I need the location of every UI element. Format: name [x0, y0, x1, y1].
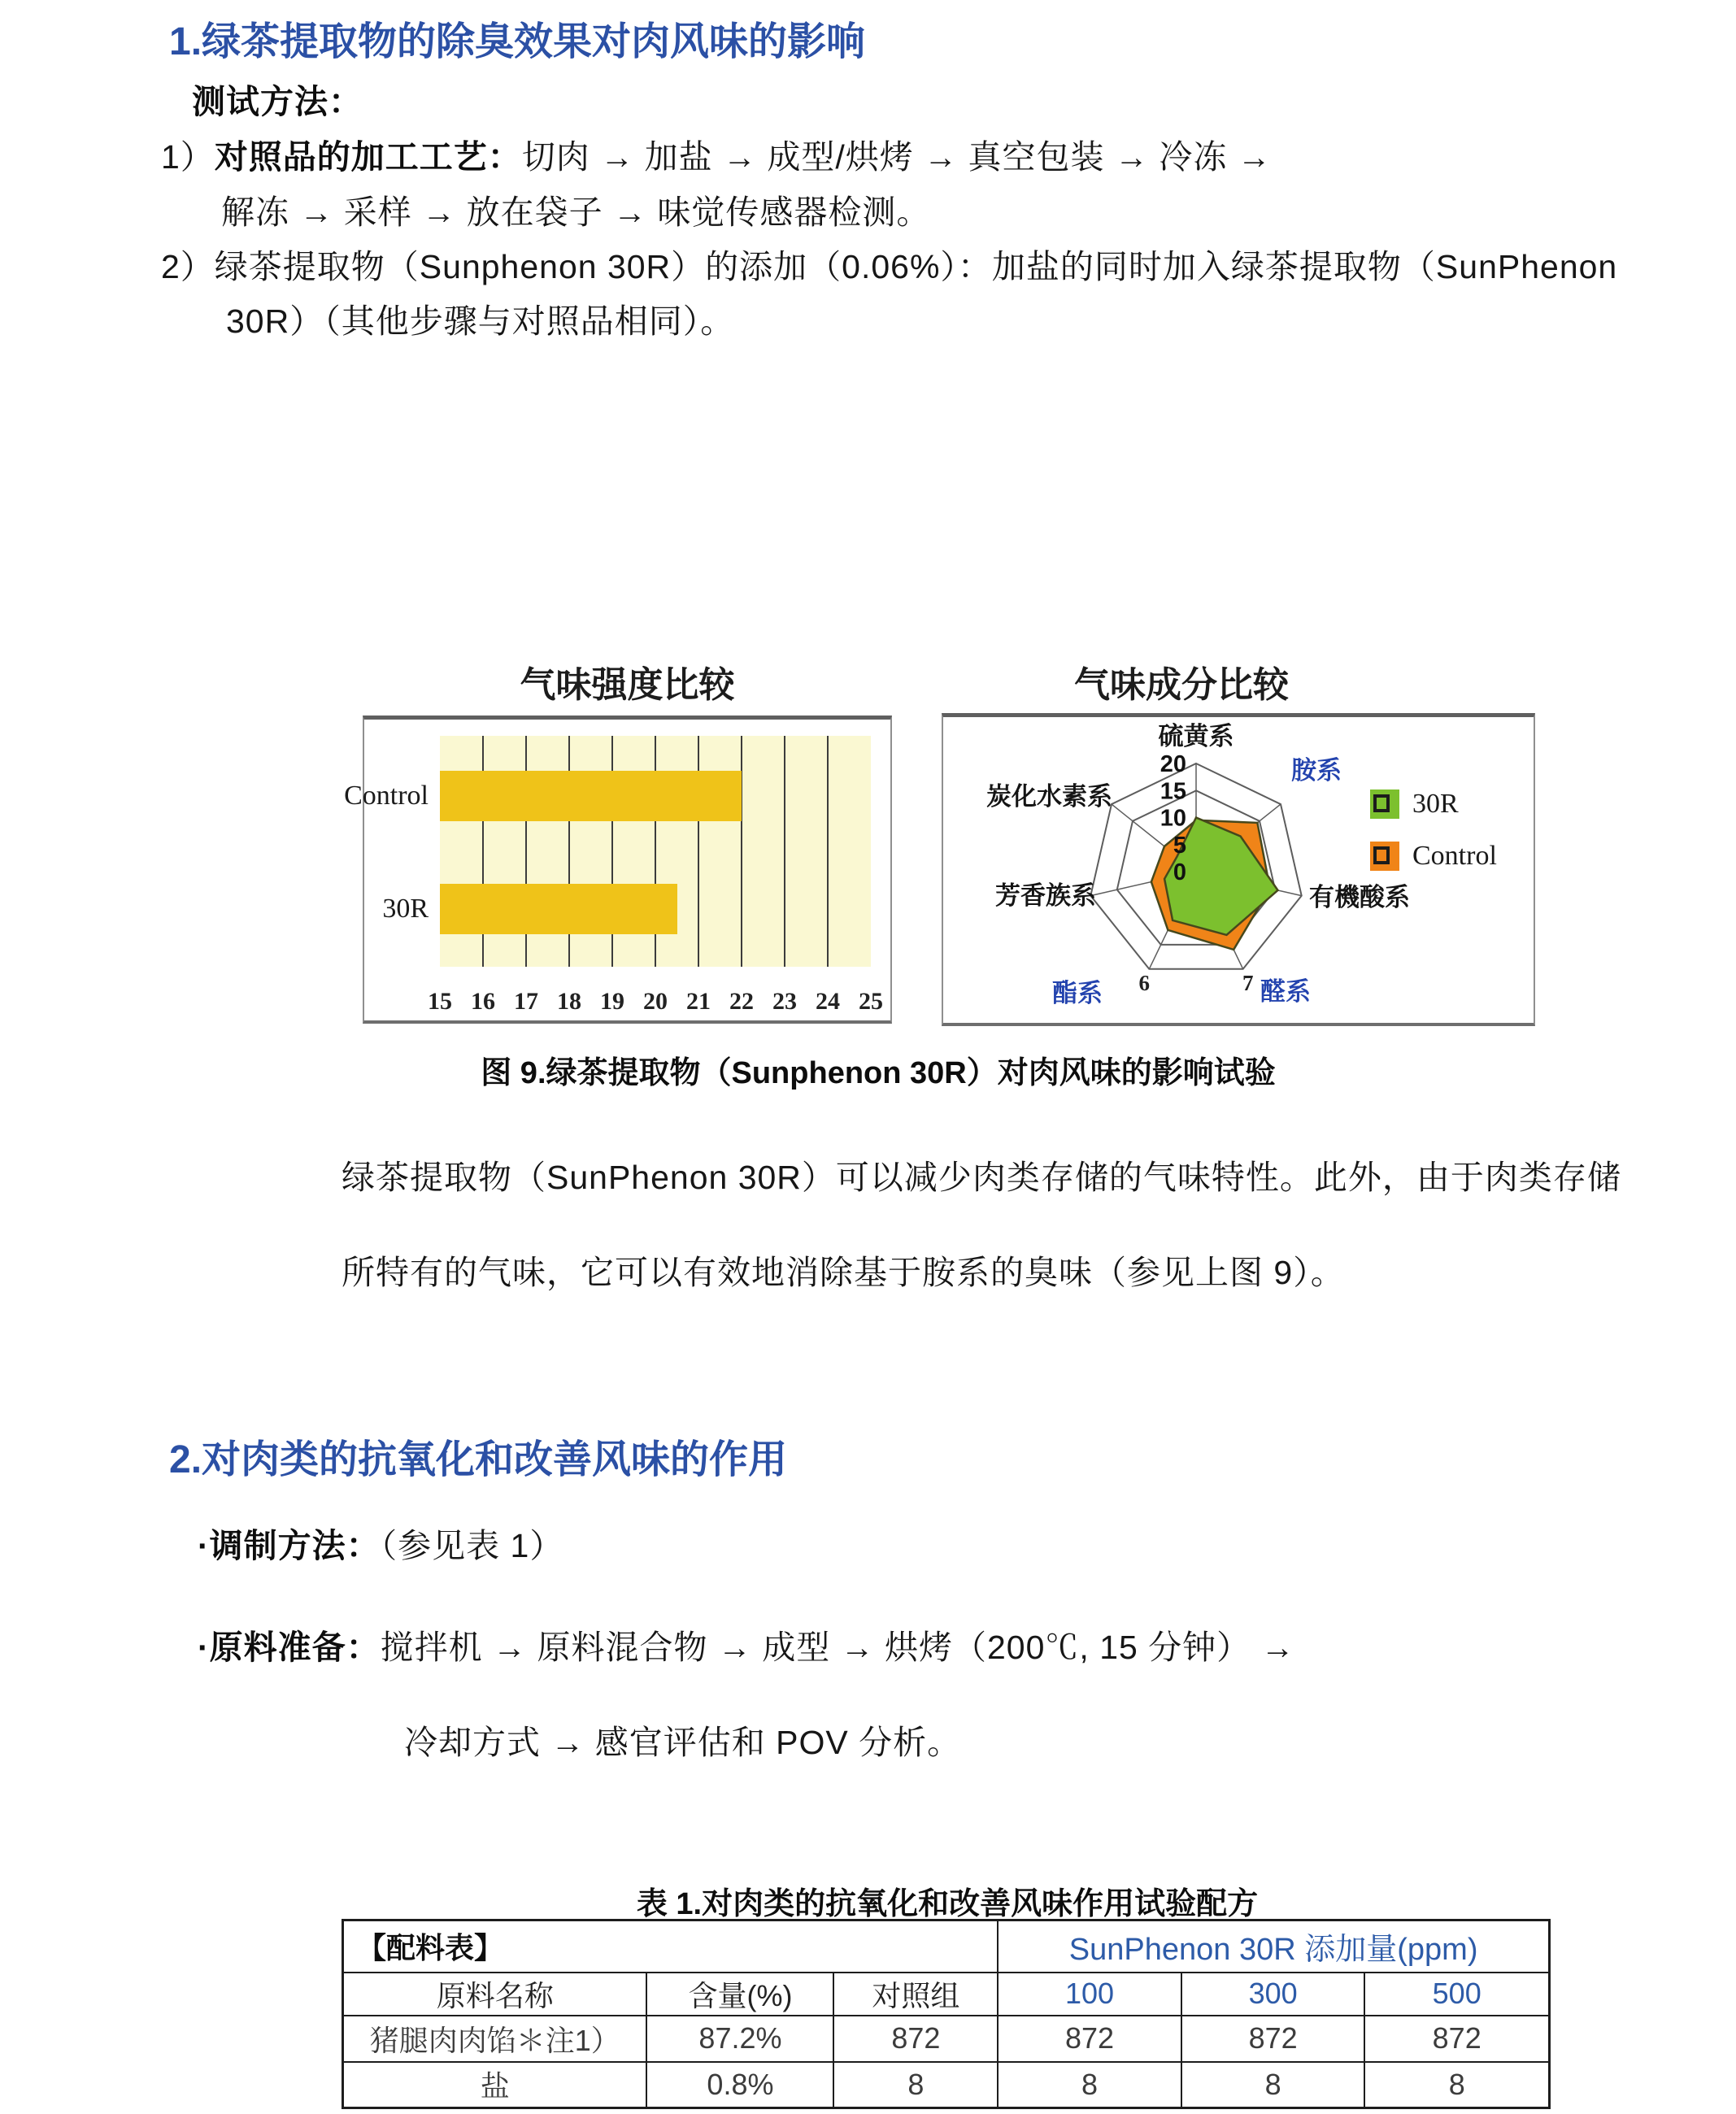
radar-chart-title: 气味成分比较 [1074, 665, 1289, 705]
recipe-table [342, 1919, 1551, 2109]
column-header: 500 [1364, 1973, 1549, 2016]
bar-x-tick-label: 17 [514, 988, 538, 1015]
step2-line2: 30R）（其他步骤与对照品相同）。 [226, 302, 735, 340]
radar-scale-label: 0 [1173, 859, 1186, 885]
radar-axis-label: 有機酸系 [1309, 883, 1410, 911]
paragraph-line2: 所特有的气味，它可以有效地消除基于胺系的臭味（参见上图 9）。 [342, 1254, 1345, 1291]
table-cell: 8 [1181, 2062, 1365, 2108]
radar-axis-label: 炭化水素系 [986, 782, 1112, 811]
bar-x-tick-label: 15 [428, 988, 452, 1015]
bar-x-tick-label: 19 [600, 988, 624, 1015]
odor-intensity-bar-chart [344, 716, 892, 1024]
method-label: 测试方法： [192, 83, 363, 120]
bullet2-line2: 冷却方式 → 感官评估和 POV 分析。 [404, 1724, 962, 1761]
bar-chart-title: 气味强度比较 [520, 665, 735, 705]
legend-label-30r: 30R [1412, 789, 1459, 819]
odor-component-radar-chart [942, 713, 1535, 1026]
radar-axis-label: 芳香族系 [995, 881, 1096, 910]
section1-heading: 1.绿茶提取物的除臭效果对肉风味的影响 [169, 20, 866, 63]
step1-process: 切肉 → 加盐 → 成型/烘烤 → 真空包装 → 冷冻 → [521, 138, 1272, 176]
table-cell: 872 [833, 2016, 998, 2062]
bar-gridline [784, 736, 785, 967]
column-header: 原料名称 [343, 1973, 647, 2016]
radar-scale-label: 5 [1173, 832, 1186, 859]
figure-caption: 图 9.绿茶提取物（Sunphenon 30R）对肉风味的影响试验 [481, 1056, 1276, 1090]
bar-control [440, 771, 742, 821]
bullet2 [198, 1620, 1295, 1668]
radar-axis-label: 酯系 [1052, 979, 1103, 1007]
bullet2-rest: 搅拌机 → 原料混合物 → 成型 → 烘烤（200℃, 15 分钟） → [380, 1629, 1295, 1666]
legend-item-control [1370, 841, 1497, 872]
table-row [343, 2062, 1550, 2108]
table-cell: 872 [998, 2016, 1181, 2062]
legend-swatch-30r-icon [1370, 789, 1399, 819]
bar-category-label: Control [344, 780, 429, 811]
legend-swatch-control-icon [1370, 842, 1399, 871]
radar-scale-label: 10 [1160, 805, 1186, 832]
table-header-left: 【配料表】 [343, 1920, 999, 1973]
bar-x-tick-label: 23 [772, 988, 797, 1015]
step1-bold-label: 对照品的加工工艺： [214, 138, 522, 176]
radar-axis-label: 硫黄系 [1158, 722, 1234, 750]
ingredient-name: 盐 [343, 2062, 647, 2108]
column-header: 对照组 [833, 1973, 998, 2016]
bar-x-tick-label: 18 [557, 988, 581, 1015]
section2-heading: 2.对肉类的抗氧化和改善风味的作用 [169, 1438, 788, 1481]
table-cell: 8 [1364, 2062, 1549, 2108]
table-cell: 0.8% [646, 2062, 833, 2108]
legend-label-control: Control [1412, 841, 1497, 871]
table-cell: 872 [1181, 2016, 1365, 2062]
paragraph-line1: 绿茶提取物（SunPhenon 30R）可以减少肉类存储的气味特性。此外，由于肉类存储 [342, 1159, 1621, 1196]
column-header: 300 [1181, 1973, 1365, 2016]
radar-scale-label: 20 [1160, 751, 1186, 777]
bar-x-tick-label: 22 [729, 988, 754, 1015]
ingredient-name: 猪腿肉肉馅＊注1） [343, 2016, 647, 2062]
table-header-right: SunPhenon 30R 添加量(ppm) [998, 1920, 1549, 1973]
bullet2-label: ·原料准备： [198, 1629, 381, 1666]
bullet1 [198, 1519, 563, 1567]
table-title: 表 1.对肉类的抗氧化和改善风味作用试验配方 [636, 1887, 1259, 1921]
radar-vertex-annotation: 6 [1138, 970, 1151, 995]
bullet1-rest: （参见表 1） [380, 1527, 564, 1564]
step1-prefix: 1） [161, 138, 215, 176]
step1-line2: 解冻 → 采样 → 放在袋子 → 味觉传感器检测。 [221, 194, 931, 231]
bar-gridline [827, 736, 829, 967]
bar-x-tick-label: 21 [686, 988, 711, 1015]
bar-x-tick-label: 25 [859, 988, 883, 1015]
table-cell: 8 [998, 2062, 1181, 2108]
radar-axis-label: 醛系 [1260, 977, 1311, 1006]
bar-30r [440, 884, 677, 934]
radar-vertex-annotation: 7 [1242, 970, 1254, 995]
step2-line1: 2）绿茶提取物（Sunphenon 30R）的添加（0.06%）：加盐的同时加入绿茶提取物（SunPhenon [161, 248, 1618, 285]
bar-x-tick-label: 24 [816, 988, 840, 1015]
radar-axis-label: 胺系 [1291, 756, 1342, 785]
table-cell: 8 [833, 2062, 998, 2108]
bar-chart-plot-area [344, 736, 871, 967]
table-cell: 87.2% [646, 2016, 833, 2062]
table-row [343, 2016, 1550, 2062]
bar-category-label: 30R [382, 894, 429, 924]
bar-x-tick-label: 20 [643, 988, 668, 1015]
step1-line1 [161, 130, 1272, 178]
bar-x-tick-label: 16 [471, 988, 495, 1015]
radar-legend [1370, 789, 1497, 893]
bar-chart-x-axis [428, 988, 883, 1020]
table-cell: 872 [1364, 2016, 1549, 2062]
legend-item-30r [1370, 789, 1497, 820]
bullet1-label: ·调制方法： [198, 1527, 381, 1564]
column-header: 100 [998, 1973, 1181, 2016]
column-header: 含量(%) [646, 1973, 833, 2016]
radar-scale-label: 15 [1160, 778, 1186, 805]
